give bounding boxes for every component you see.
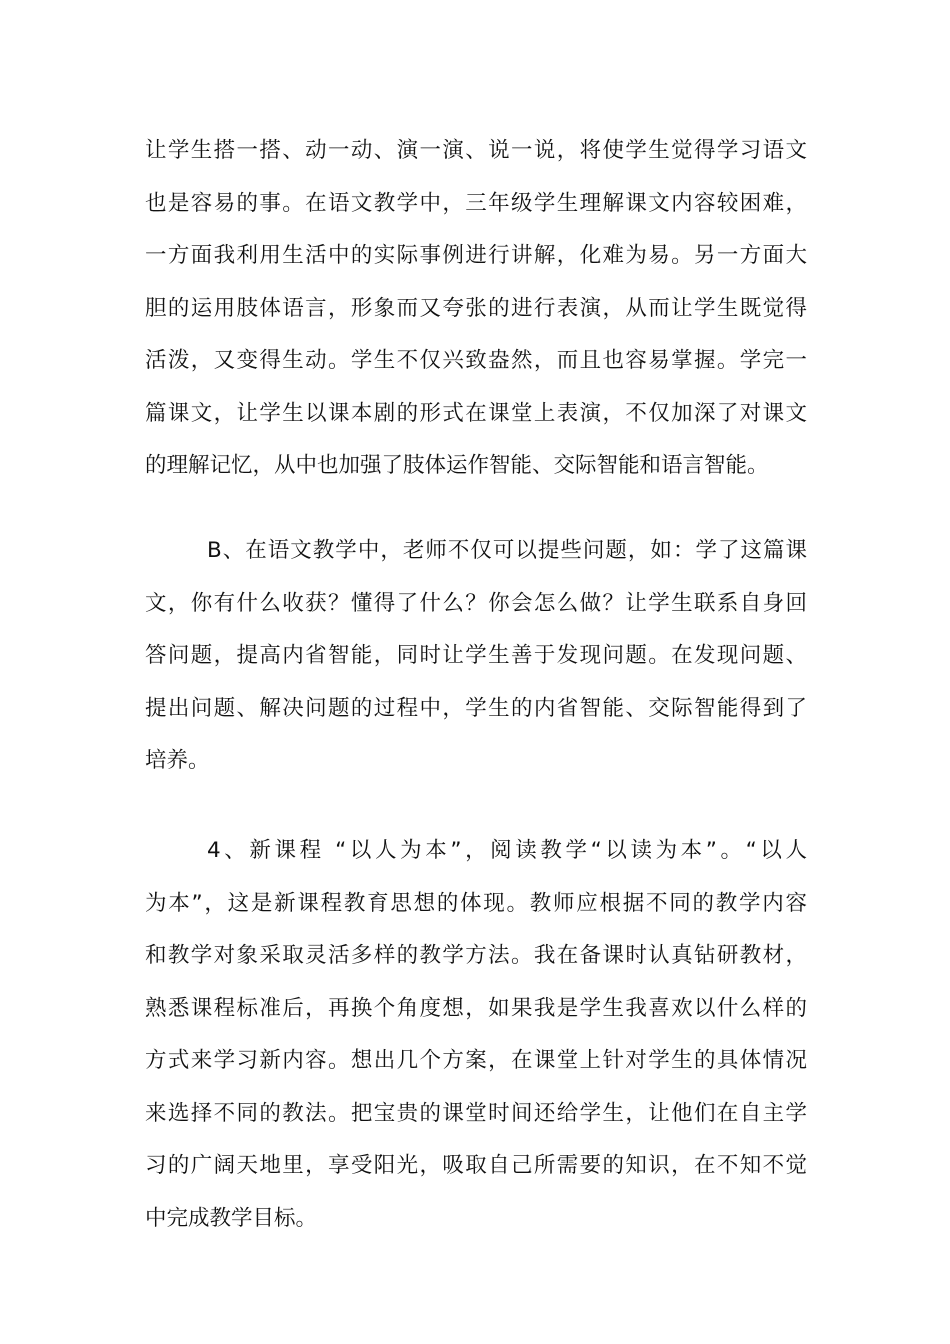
paragraph-line: 也是容易的事。在语文教学中，三年级学生理解课文内容较困难， bbox=[145, 190, 807, 216]
paragraph-line: 习的广阔天地里，享受阳光，吸取自己所需要的知识，在不知不觉 bbox=[145, 1153, 807, 1178]
paragraph-line: 中完成教学目标。 bbox=[145, 1205, 318, 1231]
paragraph-line: 和教学对象采取灵活多样的教学方法。我在备课时认真钻研教材， bbox=[145, 943, 807, 968]
paragraph-line: 的理解记忆，从中也加强了肢体运作智能、交际智能和语言智能。 bbox=[145, 453, 769, 478]
paragraph-2 bbox=[145, 525, 807, 788]
paragraph-line: 答问题，提高内省智能，同时让学生善于发现问题。在发现问题、 bbox=[145, 643, 807, 668]
paragraph-line: 文，你有什么收获？懂得了什么？你会怎么做？让学生联系自身回 bbox=[145, 590, 807, 616]
paragraph-1 bbox=[145, 125, 807, 493]
paragraph-line: 来选择不同的教法。把宝贵的课堂时间还给学生，让他们在自主学 bbox=[145, 1100, 807, 1126]
paragraph-line: 活泼，又变得生动。学生不仅兴致盎然，而且也容易掌握。学完一 bbox=[145, 348, 807, 373]
paragraph-line: 4、新课程 “以人为本”，阅读教学“以读为本”。“以人 bbox=[207, 838, 807, 863]
paragraph-line: 一方面我利用生活中的实际事例进行讲解，化难为易。另一方面大 bbox=[145, 243, 807, 268]
paragraph-line: 方式来学习新内容。想出几个方案，在课堂上针对学生的具体情况 bbox=[145, 1048, 807, 1073]
paragraph-line: 胆的运用肢体语言，形象而又夸张的进行表演，从而让学生既觉得 bbox=[145, 295, 807, 321]
paragraph-line: B、在语文教学中，老师不仅可以提些问题，如：学了这篇课 bbox=[207, 538, 807, 563]
paragraph-line: 为本”，这是新课程教育思想的体现。教师应根据不同的教学内容 bbox=[145, 890, 807, 916]
paragraph-3 bbox=[145, 825, 807, 1245]
paragraph-line: 篇课文，让学生以课本剧的形式在课堂上表演，不仅加深了对课文 bbox=[145, 400, 807, 426]
paragraph-line: 熟悉课程标准后，再换个角度想，如果我是学生我喜欢以什么样的 bbox=[145, 995, 807, 1021]
paragraph-line: 让学生搭一搭、动一动、演一演、说一说，将使学生觉得学习语文 bbox=[145, 138, 807, 163]
paragraph-line: 培养。 bbox=[145, 748, 210, 773]
paragraph-line: 提出问题、解决问题的过程中，学生的内省智能、交际智能得到了 bbox=[145, 695, 807, 721]
